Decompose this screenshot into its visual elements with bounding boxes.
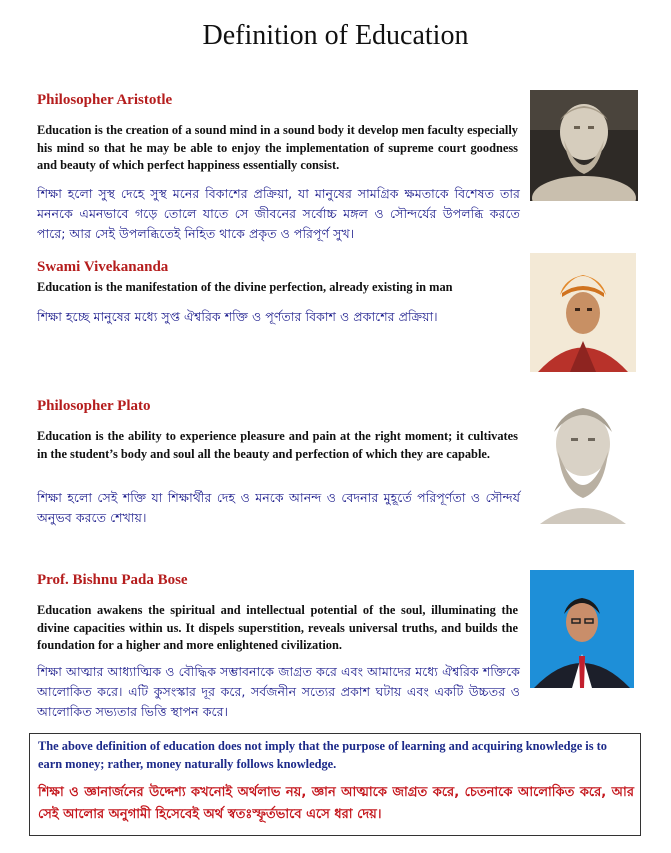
vivekananda-portrait xyxy=(530,253,636,372)
section-bengali-aristotle: শিক্ষা হলো সুস্থ দেহে সুস্থ মনের বিকাশের প্রক্রিয়া, যা মানুষের সামগ্রিক ক্ষমতাকে বিশেষত তার মননকে এমনভাবে গড়ে তোলে যাতে সে জীবনের সর্বোচ্চ মঙ্গল ও সৌন্দর্যের উপলব্ধি করতে পারে; আর সেই উপলব্ধিতেই নিহিত থাকে প্রকৃত ও পরিপূর্ণ সুখ। xyxy=(37,186,520,241)
section-english-bose: Education awakens the spiritual and intellectual potential of the soul, illuminating the divine capacities within us. It dispels superstition, reveals universal truths, and builds the foundation for a higher and more enlightened civilization. xyxy=(37,603,518,652)
aristotle-portrait xyxy=(530,90,638,201)
section-english-plato: Education is the ability to experience pleasure and pain at the right moment; it cultivates in the student’s body and soul all the beauty and perfection of which they are capable. xyxy=(37,429,518,461)
section-name-bose: Prof. Bishnu Pada Bose xyxy=(37,572,188,588)
page-title: Definition of Education xyxy=(202,20,469,51)
note-bengali: শিক্ষা ও জ্ঞানার্জনের উদ্দেশ্য কখনোই অর্থলাভ নয়, জ্ঞান আত্মাকে জাগ্রত করে, চেতনাকে আলোকিত করে, আর সেই আলোর অনুগামী হিসেবেই অর্থ স্বতঃস্ফূর্তভাবে এসে ধরা দেয়। xyxy=(38,785,634,822)
section-english-vivekananda: Education is the manifestation of the divine perfection, already existing in man xyxy=(37,280,453,294)
section-name-plato: Philosopher Plato xyxy=(37,398,151,414)
section-bengali-plato: শিক্ষা হলো সেই শক্তি যা শিক্ষার্থীর দেহ ও মনকে আনন্দ ও বেদনার মুহূর্তে পরিপূর্ণতা ও সৌন্দর্য অনুভব করতে শেখায়। xyxy=(37,490,520,525)
section-name-vivekananda: Swami Vivekananda xyxy=(37,259,169,275)
section-name-aristotle: Philosopher Aristotle xyxy=(37,92,173,108)
section-bengali-vivekananda: শিক্ষা হচ্ছে মানুষের মধ্যে সুপ্ত ঐশ্বরিক শক্তি ও পূর্ণতার বিকাশ ও প্রকাশের প্রক্রিয়া। xyxy=(37,309,438,324)
plato-portrait xyxy=(530,396,636,524)
note-box xyxy=(29,733,641,836)
section-english-aristotle: Education is the creation of a sound mind in a sound body it develop men faculty especially his mind so that he may be able to enjoy the implementation of supreme court goodness and beauty of which perfect happiness essentially consist. xyxy=(37,123,518,172)
note-english: The above definition of education does not imply that the purpose of learning and acquiring knowledge is to earn money; rather, money naturally follows knowledge. xyxy=(38,739,607,771)
section-bengali-bose: শিক্ষা আত্মার আধ্যাত্মিক ও বৌদ্ধিক সম্ভাবনাকে জাগ্রত করে এবং আমাদের মধ্যে ঐশ্বরিক শক্তিকে আলোকিত করে। এটি কুসংস্কার দূর করে, সর্বজনীন সত্যের প্রকাশ ঘটায় এবং একটি উচ্চতর ও আলোকিত সভ্যতার ভিত্তি স্থাপন করে। xyxy=(37,664,520,719)
bose-portrait xyxy=(530,570,634,688)
